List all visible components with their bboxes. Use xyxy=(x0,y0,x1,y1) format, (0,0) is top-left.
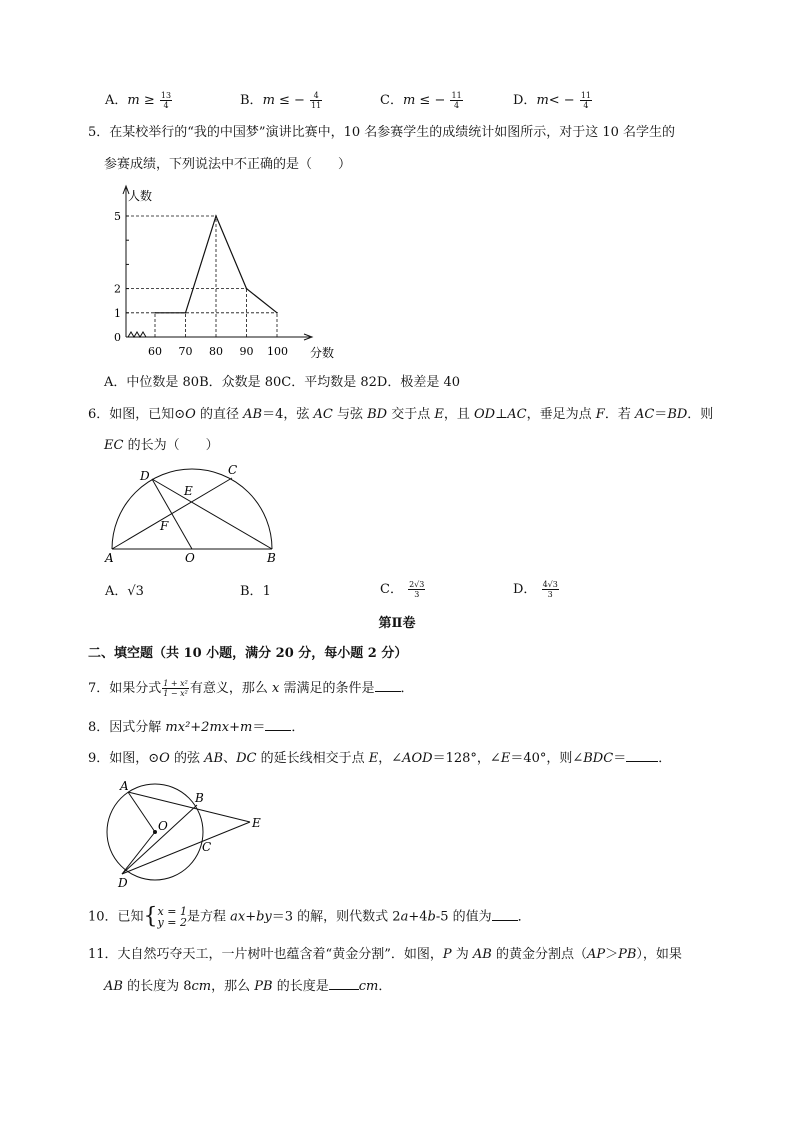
q9-figure xyxy=(100,775,275,890)
x-axis-break xyxy=(128,332,146,337)
data-point xyxy=(154,312,156,314)
q4-option-c: C．m ≤ − $\frac{11}{4}$ xyxy=(380,91,462,110)
y-tick-label: 1 xyxy=(114,306,121,320)
q9-label-d: D xyxy=(118,876,128,890)
x-tick-label: 100 xyxy=(267,345,288,358)
q4-option-d: D．m< − $\frac{11}{4}$ xyxy=(513,91,592,110)
x-tick-label: 80 xyxy=(209,345,223,358)
q9-line-bd xyxy=(122,805,197,874)
section-title: 第Ⅱ卷 xyxy=(378,616,416,631)
data-point xyxy=(276,312,278,314)
q6-stem-line2: EC 的长为（ ） xyxy=(104,438,219,453)
q11-stem-line1: 11．大自然巧夺天工，一片树叶也蕴含着“黄金分割”．如图，P 为 AB 的黄金分割点（AP＞PB），如果 xyxy=(88,947,682,962)
q6-label-f: F xyxy=(160,519,169,533)
y-tick-label: 0 xyxy=(114,331,121,344)
q11-stem-line2: AB 的长度为 8cm，那么 PB 的长度是 cm． xyxy=(104,979,392,994)
q8-stem: 8．因式分解 mx²+2mx+m＝ ． xyxy=(88,720,305,735)
q6-option-c: C． $\frac{2√3}{3}$ xyxy=(380,580,425,599)
q5-stem-line2: 参赛成绩，下列说法中不正确的是（ ） xyxy=(104,157,352,172)
q6-semicircle xyxy=(112,469,272,549)
q7-answer-blank[interactable] xyxy=(375,679,401,692)
x-tick-label: 90 xyxy=(239,345,254,358)
q9-stem: 9．如图，⊙O 的弦 AB、DC 的延长线相交于点 E，∠AOD＝128°，∠E＝40°，则∠BDC＝ ． xyxy=(88,751,672,766)
y-axis-label: 人数 xyxy=(128,189,153,203)
q6-label-b: B xyxy=(267,551,276,565)
q9-label-b: B xyxy=(195,791,204,805)
section2-heading: 二、填空题（共 10 小题，满分 20 分，每小题 2 分） xyxy=(88,646,408,661)
q5-options: A．中位数是 80B．众数是 80C．平均数是 82D．极差是 40 xyxy=(104,375,461,390)
y-tick-label: 5 xyxy=(114,210,121,223)
q8-answer-blank[interactable] xyxy=(265,718,291,731)
q4-option-a: A．m ≥ $\frac{13}{4}$ xyxy=(105,91,172,110)
q9-answer-blank[interactable] xyxy=(626,749,658,762)
q10-answer-blank[interactable] xyxy=(492,908,518,921)
q6-label-o: O xyxy=(185,551,195,565)
q11-answer-blank[interactable] xyxy=(329,977,359,990)
q6-option-a: A．√3 xyxy=(105,584,144,599)
x-tick-label: 60 xyxy=(148,345,162,358)
q9-line-ae xyxy=(128,792,250,822)
q9-center-dot xyxy=(153,830,157,834)
q9-line-de xyxy=(122,822,250,874)
data-point xyxy=(185,312,187,314)
x-axis-label: 分数 xyxy=(310,346,335,360)
q5-chart xyxy=(100,180,340,365)
y-tick-label: 2 xyxy=(114,282,121,296)
data-point xyxy=(215,215,217,217)
q6-option-b: B．1 xyxy=(240,584,271,599)
q6-label-a: A xyxy=(105,551,114,565)
q5-stem-line1: 5．在某校举行的“我的中国梦”演讲比赛中，10 名参赛学生的成绩统计如图所示，对于这 10 名学生的 xyxy=(88,125,676,140)
q10-stem: 10．已知{ x = 1 y = 2 是方程 ax+by＝3 的解，则代数式 2a+4b-5 的值为 ． xyxy=(88,904,531,929)
q6-figure xyxy=(100,458,290,568)
q6-option-d: D． $\frac{4√3}{3}$ xyxy=(513,580,558,599)
q6-stem-line1: 6．如图，已知⊙O 的直径 AB＝4，弦 AC 与弦 BD 交于点 E，且 OD⊥AC，垂足为点 F．若 AC＝BD．则 xyxy=(88,407,714,422)
data-point xyxy=(246,288,248,290)
x-tick-label: 70 xyxy=(178,345,193,358)
q9-label-c: C xyxy=(202,840,212,854)
q6-label-c: C xyxy=(228,463,238,477)
q4-option-b: B．m ≤ − $\frac{4}{11}$ xyxy=(240,91,322,110)
q9-label-e: E xyxy=(252,816,261,830)
q7-stem: 7．如果分式 $\frac{\text{1 + x²}}{\text{1 − x²}}$ 有意义，那么 x 需满足的条件是 ． xyxy=(88,679,414,698)
q6-label-d: D xyxy=(140,469,150,483)
q9-label-o: O xyxy=(158,819,168,833)
q9-label-a: A xyxy=(120,779,129,793)
q6-label-e: E xyxy=(184,484,193,498)
